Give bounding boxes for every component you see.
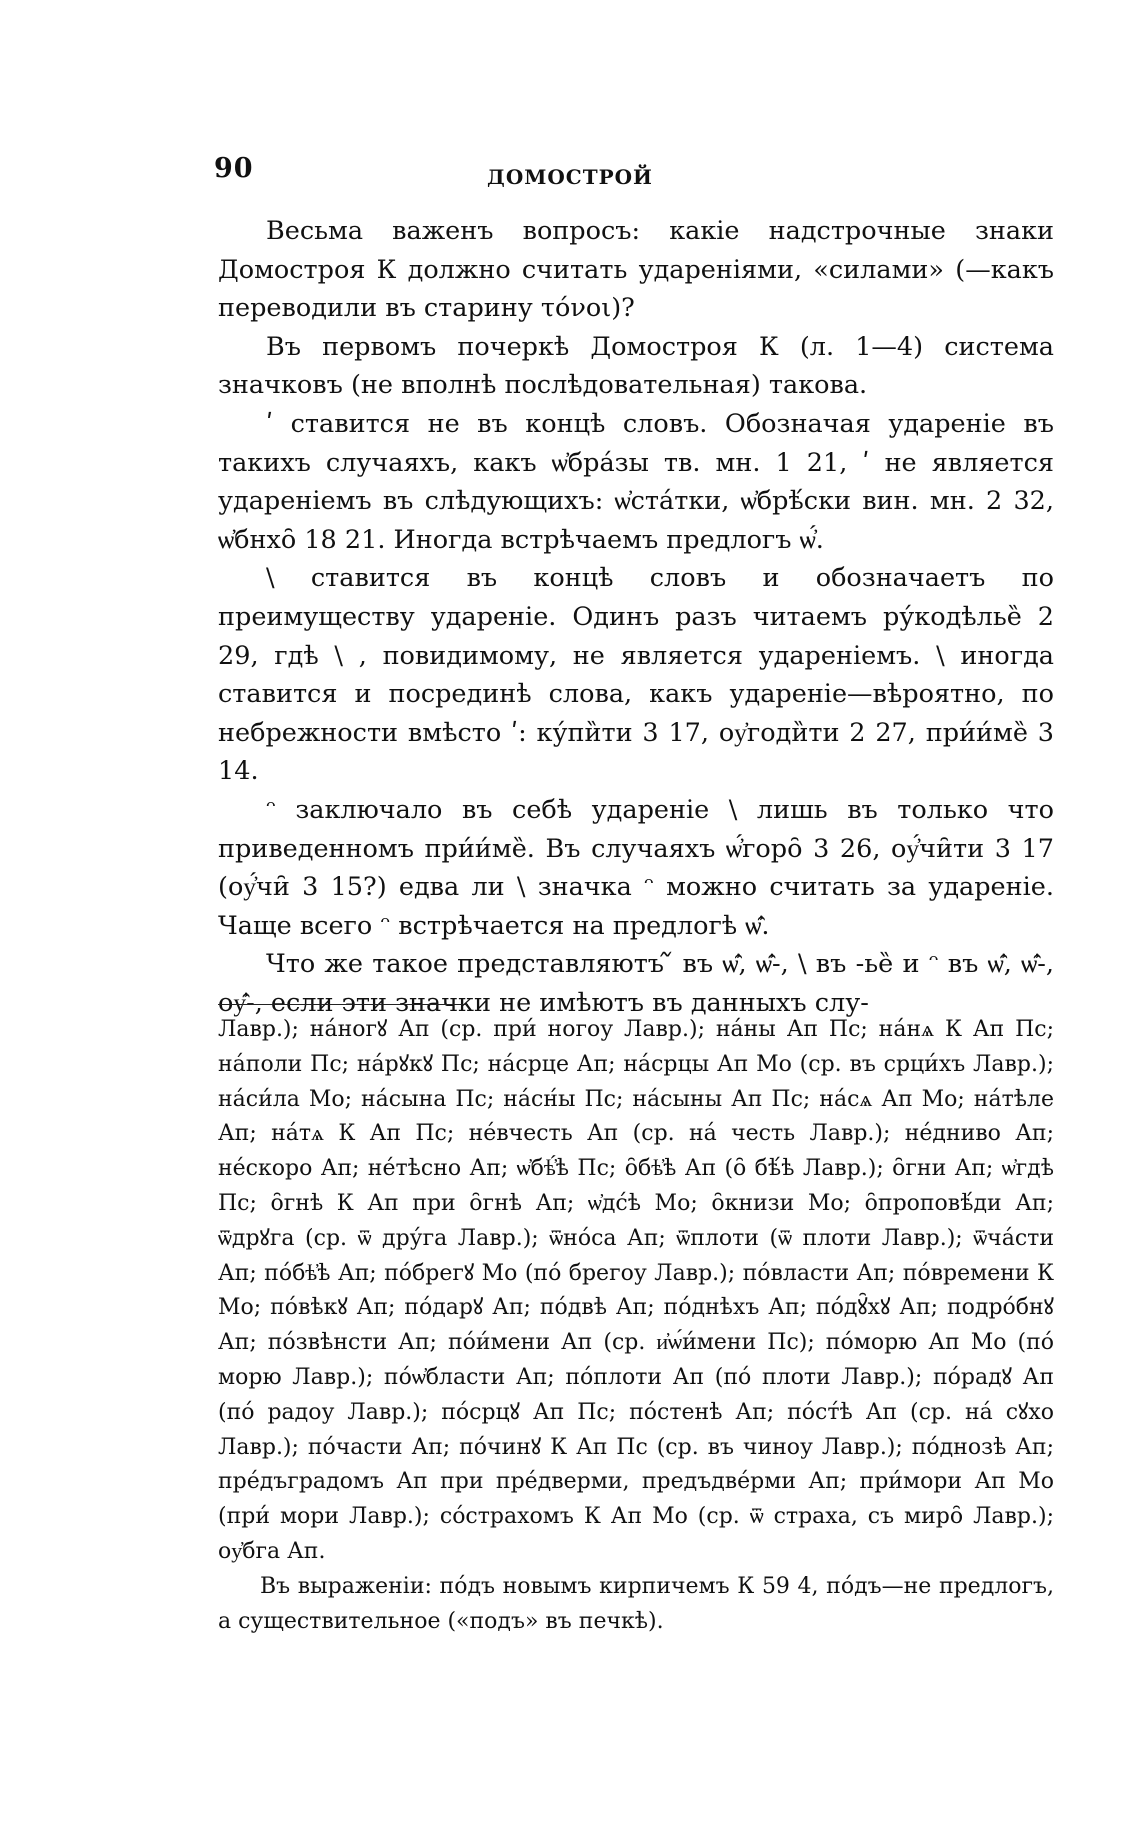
- paragraph: \ ставится въ концѣ словъ и обозначаетъ по преимуществу удареніе. Одинъ разъ читаемъ ру́кодѣлье̏ 2 29, гдѣ \ , повидимому, не является удареніемъ. \ иногда ставится и посрединѣ слова, какъ удареніе—вѣроятно, по небрежности вмѣсто ʹ: ку́пи̏ти 3 17, оу҆годи̏ти 2 27, при́и́ме̏ 3 14.: [218, 563, 1054, 787]
- footnote-closing: Въ выраженiи: по́дъ новымъ кирпичемъ К 59 4, по́дъ—не предлогъ, а существительное («подъ» въ печкѣ).: [218, 1573, 1054, 1634]
- paragraph: ʹ ставится не въ концѣ словъ. Обозначая удареніе въ такихъ случаяхъ, какъ ѡ҆бра́зы тв. мн. 1 21, ʹ не является удареніемъ въ слѣдующихъ: ѡ҆ста́тки, ѡ҆брѣ́ски вин. мн. 2 32, ѡ҆бнхо̑ 18 21. Иногда встрѣчаемъ предлогъ ѡ҆́.: [218, 408, 1054, 555]
- paragraph: Весьма важенъ вопросъ: какiе надстрочные знаки Домостроя К должно считать ударенiями, «силами» (—какъ переводили въ старину τόνοι)?: [218, 216, 1054, 324]
- running-head: ДОМОСТРОЙ: [487, 165, 653, 189]
- page-number: 90: [214, 153, 254, 184]
- paragraph: Что же такое представляютъ ᷉ въ ѡ҆̑, ѡ҆̑-, \ въ -ье̏ и ᵔ въ ѡ҆̑, ѡ҆̑-, оу҆̑-, если эти значки не имѣютъ въ данныхъ слу-: [218, 949, 1054, 1018]
- footnotes: [218, 1013, 1054, 1639]
- main-text: [218, 212, 1054, 1022]
- paragraph: Въ первомъ почеркѣ Домостроя К (л. 1—4) система значковъ (не вполнѣ послѣдовательная) такова.: [218, 331, 1054, 401]
- paragraph: ᵔ заключало въ себѣ удареніе \ лишь въ только что приведенномъ при́и́ме̏. Въ случаяхъ ѡ҆́горо̑ 3 26, оу҆́чи̑ти 3 17 (оу҆́чи̑ 3 15?) едва ли \ значка ᵔ можно считать за удареніе. Чаще всего ᵔ встрѣчается на предлогѣ ѡ҆̑.: [218, 794, 1054, 941]
- footnote-separator: [218, 1004, 468, 1005]
- footnote-text: Лавр.); на́ногꙋ Ап (ср. при́ ногоу Лавр.); на́ны Ап Пс; на́нѧ К Ап Пс; на́поли Пс; на́рꙋкꙋ Пс; на́срце Ап; на́срцы Ап Мо (ср. въ срци́хъ Лавр.); на́си́ла Мо; на́сына Пс; на́сн́ы Пс; на́сыны Ап Пс; на́сѧ Ап Мо; на́тѣле Ап; на́тѧ К Ап Пс; не́вчесть Ап (ср. на́ честь Лавр.); не́дниво Ап; не́скоро Ап; не́тѣсно Ап; ѡ҆бѣ҆́ѣ Пс; о̑бѣ҆ѣ Ап (о̑ бѣ́ѣ Лавр.); о̑гни Ап; ѡ҆гдѣ Пс; о̑гнѣ К Ап при о̑гнѣ Ап; ѡ҆дс́ѣ Мо; о̑книзи Мо; о̑проповѣ́ди Ап; ѿдрꙋга (ср. ѿ дру́га Лавр.); ѿно́са Ап; ѿплоти (ѿ плоти Лавр.); ѿча́сти Ап; по́бѣ҆ѣ Ап; по́брегꙋ Мо (по́ брегоу Лавр.); по́власти Ап; по́времени К Мо; по́вѣкꙋ Ап; по́дарꙋ Ап; по́двѣ Ап; по́днѣхъ Ап; по́дꙋ̑хꙋ Ап; подро́бнꙋ Ап; по́звѣнсти Ап; по́и́мени Ап (ср. и҆ѡ́и́мени Пс); по́морю Ап Мо (по́ морю Лавр.); по́ѡ҆бласти Ап; по́плоти Ап (по́ плоти Лавр.); по́радꙋ Ап (по́ радоу Лавр.); по́срцꙋ Ап Пс; по́стенѣ Ап; по́ст́ѣ Ап (ср. на́ сꙋхо Лавр.); по́части Ап; по́чинꙋ К Ап Пс (ср. въ чиноу Лавр.); по́днозѣ Ап; пре́дъградомъ Ап при пре́дверми, предъдве́рми Ап; при́мори Ап Мо (при́ мори Лавр.); со́страхомъ К Ап Мо (ср. ѿ страха, съ миро̑ Лавр.); оу҆бга Ап.: [218, 1017, 1054, 1564]
